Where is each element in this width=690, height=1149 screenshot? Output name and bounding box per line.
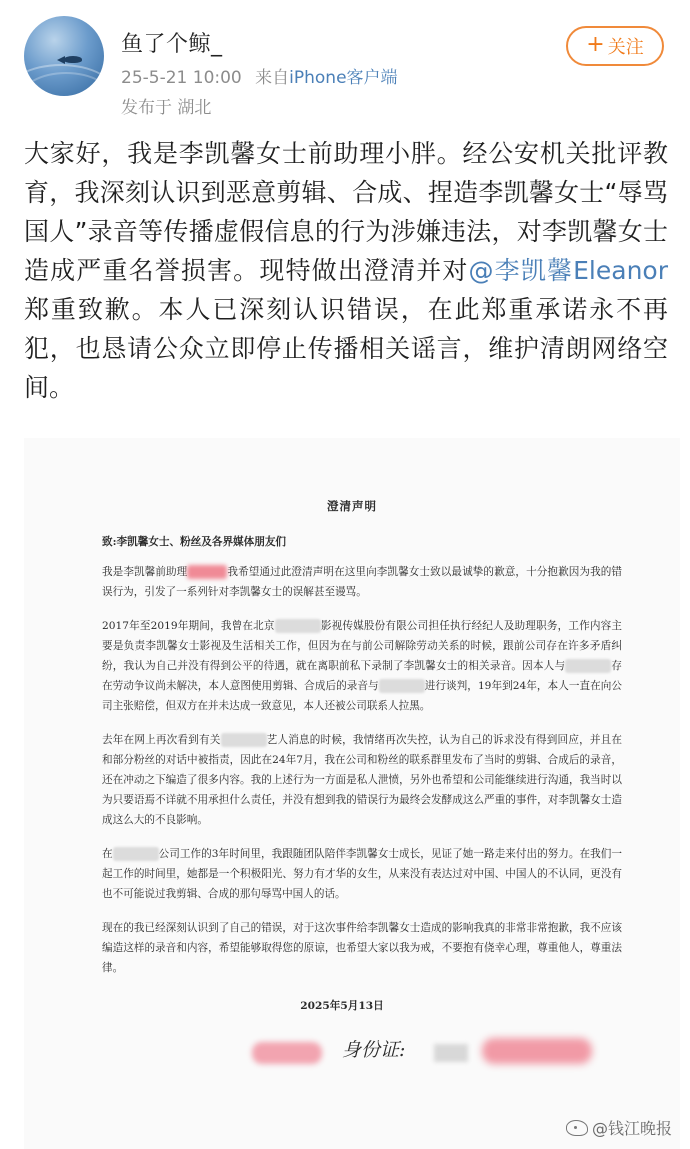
statement-image[interactable] <box>24 438 680 1149</box>
user-avatar[interactable] <box>24 16 104 96</box>
whale-icon <box>64 56 82 63</box>
document-paragraph: 我是李凯馨前助理 我希望通过此澄清声明在这里向李凯馨女士致以最诚挚的歉意，十分抱歉因为我的错误行为，引发了一系列针对李凯馨女士的误解甚至谩骂。 <box>102 566 623 598</box>
redaction <box>113 847 159 861</box>
mention-link[interactable]: @李凯馨Eleanor <box>468 256 668 285</box>
follow-label: 关注 <box>607 37 644 58</box>
redaction <box>252 1042 322 1064</box>
signature-area <box>102 1034 622 1074</box>
redaction <box>379 679 425 693</box>
redaction <box>221 733 267 747</box>
redaction <box>275 619 321 633</box>
post-location: 发布于 湖北 <box>121 98 212 118</box>
document-paragraph: 在 公司工作的3年时间里，我跟随团队陪伴李凯馨女士成长，见证了她一路走来付出的努力。在我们一起工作的时间里，她都是一个积极阳光、努力有才华的女生，从来没有表达过对中国、中国人的不认同，更没有也不可能说过我剪辑、合成的那句辱骂中国人的话。 <box>102 848 622 900</box>
id-label: 身份证: <box>342 1039 406 1061</box>
follow-button[interactable] <box>566 26 664 66</box>
post-timestamp: 25-5-21 10:00 <box>121 68 242 88</box>
post-text-before: 大家好，我是李凯馨女士前助理小胖。经公安机关批评教育，我深刻认识到恶意剪辑、合成、捏造李凯馨女士“辱骂国人”录音等传播虚假信息的行为涉嫌违法，对李凯馨女士造成严重名誉损害。现特做出澄清并对 <box>24 139 668 285</box>
redaction <box>482 1038 592 1064</box>
document-paragraph: 现在的我已经深刻认识到了自己的错误，对于这次事件给李凯馨女士造成的影响我真的非常非常抱歉，我不应该编造这样的录音和内容，希望能够取得您的原谅，也希望大家以我为戒，不要抱有侥幸心理，尊重他人，尊重法律。 <box>102 922 622 974</box>
username[interactable]: 鱼了个鲸_ <box>121 32 223 57</box>
redaction <box>434 1044 468 1062</box>
weibo-icon <box>566 1120 588 1136</box>
document-date: 2025年5月13日 <box>300 1000 384 1012</box>
document-title: 澄清声明 <box>327 499 377 513</box>
source-prefix: 来自 <box>255 68 290 88</box>
source-link[interactable]: iPhone客户端 <box>289 68 398 88</box>
post-text <box>24 134 668 407</box>
redaction <box>565 659 611 673</box>
document-paragraph: 去年在网上再次看到有关 艺人消息的时候，我情绪再次失控，认为自己的诉求没有得到回应，并且在和部分粉丝的对话中被指责，因此在24年7月，我在公司和粉丝的联系群里发布了当时的剪辑、合成后的录音，还在冲动之下编造了很多内容。我的上述行为一方面是私人泄愤，另外也希望和公司能继续进行沟通，我当时以为只要语焉不详就不用承担什么责任，并没有想到我的错误行为最终会发酵成这么严重的事件，对李凯馨女士造成这么大的不良影响。 <box>102 734 622 826</box>
post-meta <box>121 63 398 88</box>
document-greeting: 致:李凯馨女士、粉丝及各界媒体朋友们 <box>102 536 287 548</box>
redaction <box>187 565 227 579</box>
watermark <box>566 1116 672 1139</box>
statement-document <box>102 496 622 1074</box>
plus-icon: + <box>586 32 605 57</box>
watermark-text: @钱江晚报 <box>591 1119 672 1138</box>
document-paragraph: 2017年至2019年期间，我曾在北京 影视传媒股份有限公司担任执行经纪人及助理职务，工作内容主要是负责李凯馨女士影视及生活相关工作，但因为在与前公司解除劳动关系的时候，跟前公司存在许多矛盾纠纷，我认为自己并没有得到公平的待遇，就在离职前私下录制了李凯馨女士的相关录音。因本人与 存在劳动争议尚未解决，本人意图使用剪辑、合成后的录音与 进行谈判，19年到24年，本人一直在向公司主张赔偿，但双方在并未达成一致意见，本人还被公司联系人拉黑。 <box>102 620 623 712</box>
post-text-after: 郑重致歉。本人已深刻认识错误，在此郑重承诺永不再犯，也恳请公众立即停止传播相关谣言，维护清朗网络空间。 <box>24 295 668 402</box>
